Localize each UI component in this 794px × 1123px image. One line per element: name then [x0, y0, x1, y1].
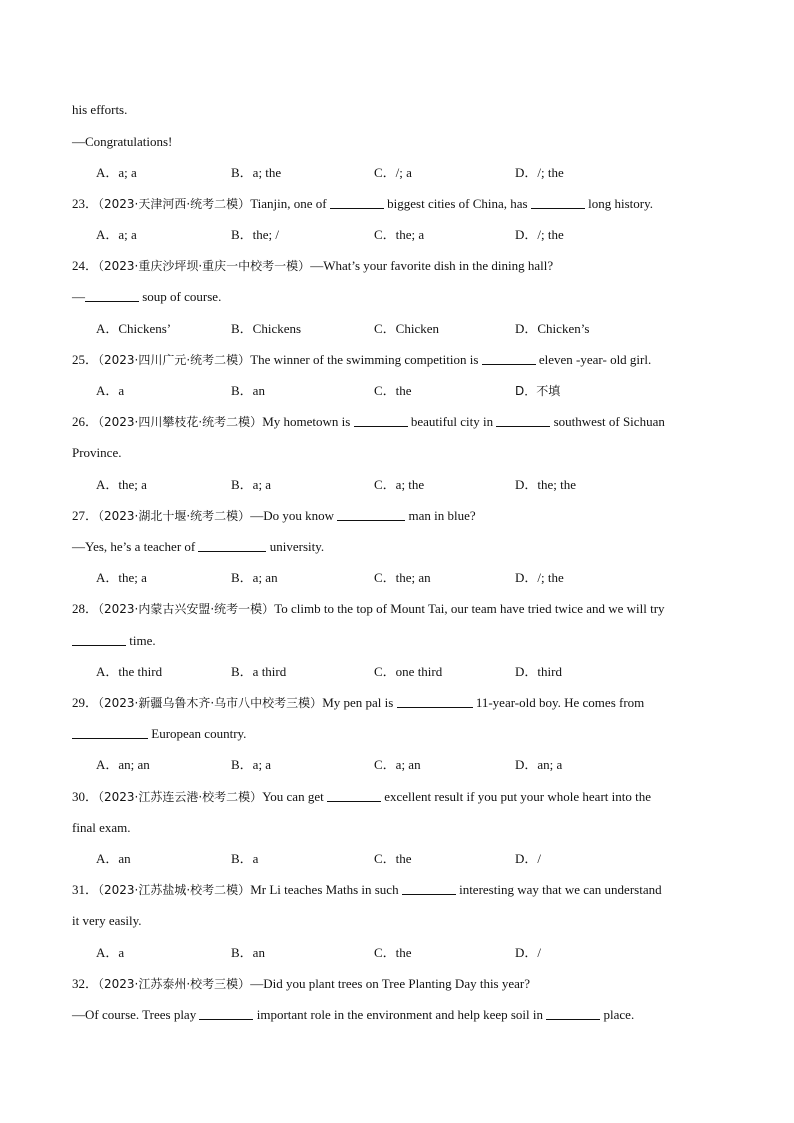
answer-blank [397, 695, 473, 708]
answer-blank [482, 352, 536, 365]
question-number: 30． [72, 789, 99, 804]
answer-blank [198, 539, 266, 552]
option-a[interactable]: A．the third [96, 664, 163, 679]
question-number: 23． [72, 196, 99, 211]
answer-blank [330, 196, 384, 209]
option-c[interactable]: C．the [374, 851, 412, 866]
option-c[interactable]: C．a; the [374, 477, 425, 492]
option-a[interactable]: A．the; a [96, 570, 147, 585]
option-b[interactable]: B．a third [231, 664, 287, 679]
question-23: 23．（2023·天津河西·统考二模）Tianjin, one of biggest cities of China, has long history. [72, 196, 653, 211]
option-a[interactable]: A．a; a [96, 227, 137, 242]
question-source: （2023·江苏连云港·校考二模） [98, 790, 263, 804]
option-d[interactable]: D．/ [515, 945, 542, 960]
answer-blank [531, 196, 585, 209]
question-24: 24．（2023·重庆沙坪坝·重庆一中校考一模）—What’s your favorite dish in the dining hall? [72, 258, 554, 273]
question-source: （2023·四川攀枝花·统考二模） [98, 415, 263, 429]
option-c[interactable]: C．the [374, 383, 412, 398]
option-b[interactable]: B．an [231, 383, 265, 398]
option-c[interactable]: C．one third [374, 664, 443, 679]
answer-blank [72, 726, 148, 739]
question-28-line-2: time. [72, 633, 156, 649]
option-c[interactable]: C．the; a [374, 227, 425, 242]
option-b[interactable]: B．a; a [231, 757, 272, 772]
question-number: 25． [72, 352, 99, 367]
question-32-line-2: —Of course. Trees play important role in the environment and help keep soil in place. [72, 1007, 635, 1022]
question-number: 26． [72, 414, 99, 429]
option-d[interactable]: D．the; the [515, 477, 577, 492]
answer-blank [72, 633, 126, 646]
option-a[interactable]: A．a [96, 945, 125, 960]
option-d[interactable]: D．/ [515, 851, 542, 866]
intro-line-2: —Congratulations! [72, 134, 173, 149]
option-a[interactable]: A．a [96, 383, 125, 398]
question-source: （2023·内蒙古兴安盟·统考一模） [98, 602, 275, 616]
question-source: （2023·四川广元·统考二模） [98, 353, 251, 367]
question-27-line-2: —Yes, he’s a teacher of university. [72, 539, 325, 554]
question-source: （2023·天津河西·统考二模） [98, 197, 251, 211]
question-25: 25．（2023·四川广元·统考二模）The winner of the swimming competition is eleven -year- old girl. [72, 352, 652, 367]
answer-blank [327, 789, 381, 802]
option-b[interactable]: B．a [231, 851, 259, 866]
option-a[interactable]: A．an; an [96, 757, 150, 772]
option-a[interactable]: A．the; a [96, 477, 147, 492]
question-27: 27．（2023·湖北十堰·统考二模）—Do you know man in blue? [72, 508, 476, 523]
question-number: 29． [72, 695, 99, 710]
option-b[interactable]: B．a; a [231, 477, 272, 492]
option-b[interactable]: B．a; the [231, 165, 282, 180]
option-d[interactable]: D．/; the [515, 165, 564, 180]
option-b[interactable]: B．a; an [231, 570, 278, 585]
question-29: 29．（2023·新疆乌鲁木齐·乌市八中校考三模）My pen pal is 11-year-old boy. He comes from [72, 695, 645, 710]
option-d[interactable]: D．不填 [515, 384, 561, 398]
question-source: （2023·新疆乌鲁木齐·乌市八中校考三模） [98, 696, 323, 710]
option-b[interactable]: B．the; / [231, 227, 280, 242]
option-c[interactable]: C．/; a [374, 165, 412, 180]
question-26-line-2: Province. [72, 445, 122, 460]
question-number: 24． [72, 258, 99, 273]
option-a[interactable]: A．a; a [96, 165, 137, 180]
option-c[interactable]: C．a; an [374, 757, 421, 772]
question-26: 26．（2023·四川攀枝花·统考二模）My hometown is beautiful city in southwest of Sichuan [72, 414, 665, 429]
question-31-line-2: it very easily. [72, 913, 142, 928]
question-source: （2023·湖北十堰·统考二模） [98, 509, 251, 523]
answer-blank [354, 414, 408, 427]
option-d[interactable]: D．Chicken’s [515, 321, 590, 336]
option-c[interactable]: C．Chicken [374, 321, 439, 336]
option-b[interactable]: B．an [231, 945, 265, 960]
answer-blank [199, 1007, 253, 1020]
question-30-line-2: final exam. [72, 820, 131, 835]
answer-blank [496, 414, 550, 427]
intro-line-1: his efforts. [72, 102, 128, 117]
answer-blank [402, 882, 456, 895]
question-32: 32．（2023·江苏泰州·校考三模）—Did you plant trees on Tree Planting Day this year? [72, 976, 531, 991]
option-d[interactable]: D．/; the [515, 570, 564, 585]
answer-blank [337, 508, 405, 521]
option-d[interactable]: D．an; a [515, 757, 563, 772]
option-a[interactable]: A．Chickens’ [96, 321, 172, 336]
question-31: 31．（2023·江苏盐城·校考二模）Mr Li teaches Maths in such interesting way that we can understand [72, 882, 662, 897]
question-29-line-2: European country. [72, 726, 246, 742]
question-source: （2023·江苏盐城·校考二模） [98, 883, 251, 897]
question-number: 31． [72, 882, 99, 897]
option-d[interactable]: D．third [515, 664, 562, 679]
option-c[interactable]: C．the; an [374, 570, 431, 585]
answer-blank [85, 289, 139, 302]
option-c[interactable]: C．the [374, 945, 412, 960]
option-d[interactable]: D．/; the [515, 227, 564, 242]
question-number: 28． [72, 601, 99, 616]
question-24-line-2: — soup of course. [72, 289, 222, 304]
question-source: （2023·重庆沙坪坝·重庆一中校考一模） [98, 259, 311, 273]
option-a[interactable]: A．an [96, 851, 131, 866]
option-b[interactable]: B．Chickens [231, 321, 302, 336]
question-number: 27． [72, 508, 99, 523]
answer-blank [546, 1007, 600, 1020]
question-number: 32． [72, 976, 99, 991]
question-30: 30．（2023·江苏连云港·校考二模）You can get excellent result if you put your whole heart into the [72, 789, 651, 804]
question-source: （2023·江苏泰州·校考三模） [98, 977, 251, 991]
question-28: 28．（2023·内蒙古兴安盟·统考一模）To climb to the top of Mount Tai, our team have tried twice and we will try [72, 601, 665, 616]
